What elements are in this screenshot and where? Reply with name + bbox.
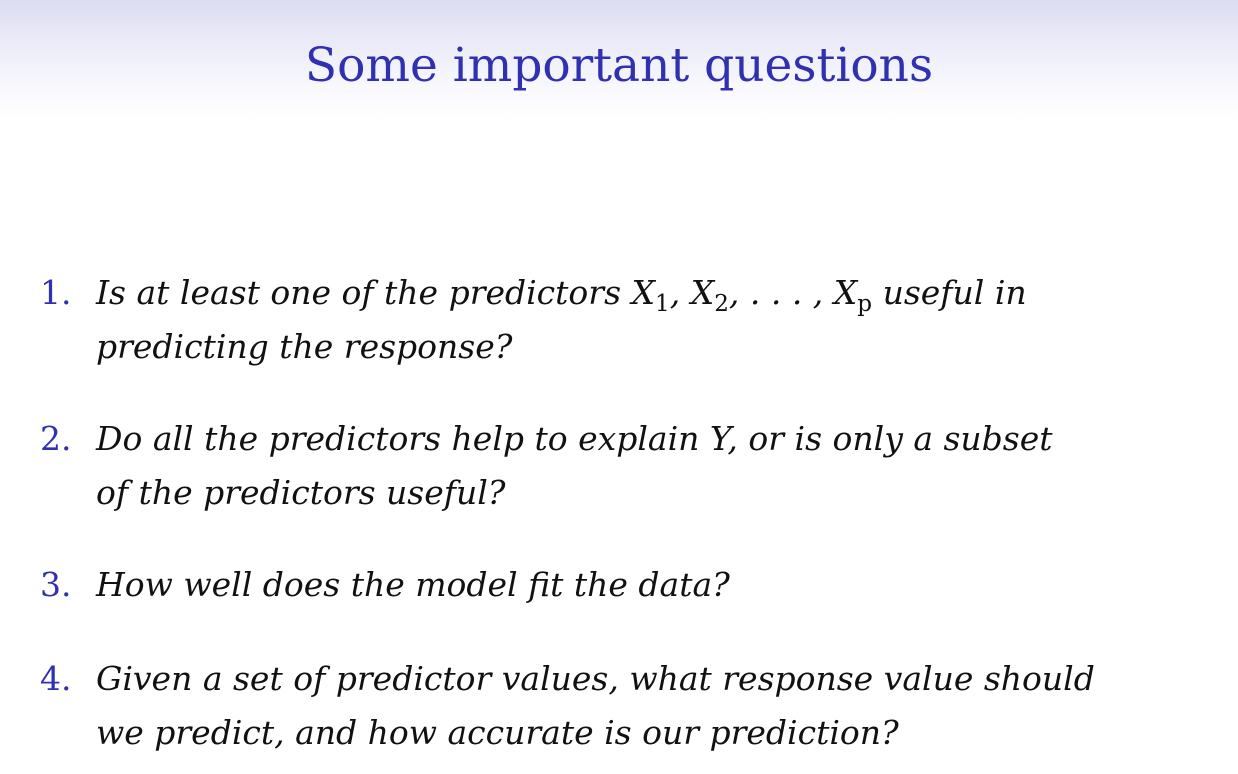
question-text-part: Is at least one of the predictors bbox=[96, 273, 632, 312]
question-number: 3. bbox=[40, 565, 72, 604]
question-text-part: useful in bbox=[872, 273, 1027, 312]
predictor-list-math bbox=[631, 273, 873, 317]
question-number: 4. bbox=[40, 659, 72, 698]
slide-title: Some important questions bbox=[304, 38, 934, 93]
question-line-2: we predict, and how accurate is our prediction? bbox=[96, 713, 899, 752]
math-sub: 2 bbox=[714, 290, 729, 317]
math-sub: 1 bbox=[655, 290, 670, 317]
question-number: 2. bbox=[40, 419, 72, 458]
question-text bbox=[96, 266, 1216, 374]
math-x: X bbox=[631, 273, 655, 312]
math-x: X bbox=[833, 273, 858, 312]
math-sep: , . . . , bbox=[728, 273, 834, 312]
math-x: X bbox=[690, 273, 715, 312]
math-sep: , bbox=[669, 273, 691, 312]
math-sub: p bbox=[857, 290, 873, 317]
question-line-1 bbox=[96, 266, 1216, 320]
question-line-1: Do all the predictors help to explain Y, or is only a subset bbox=[96, 419, 1053, 458]
question-text bbox=[96, 412, 1216, 520]
question-line-1: Given a set of predictor values, what response value should bbox=[96, 659, 1095, 698]
question-number: 1. bbox=[40, 273, 72, 312]
question-text bbox=[96, 652, 1216, 760]
question-line-1: How well does the model fit the data? bbox=[96, 565, 730, 604]
question-line-2: of the predictors useful? bbox=[96, 473, 506, 512]
question-text bbox=[96, 558, 1216, 612]
question-line-2: predicting the response? bbox=[96, 327, 513, 366]
